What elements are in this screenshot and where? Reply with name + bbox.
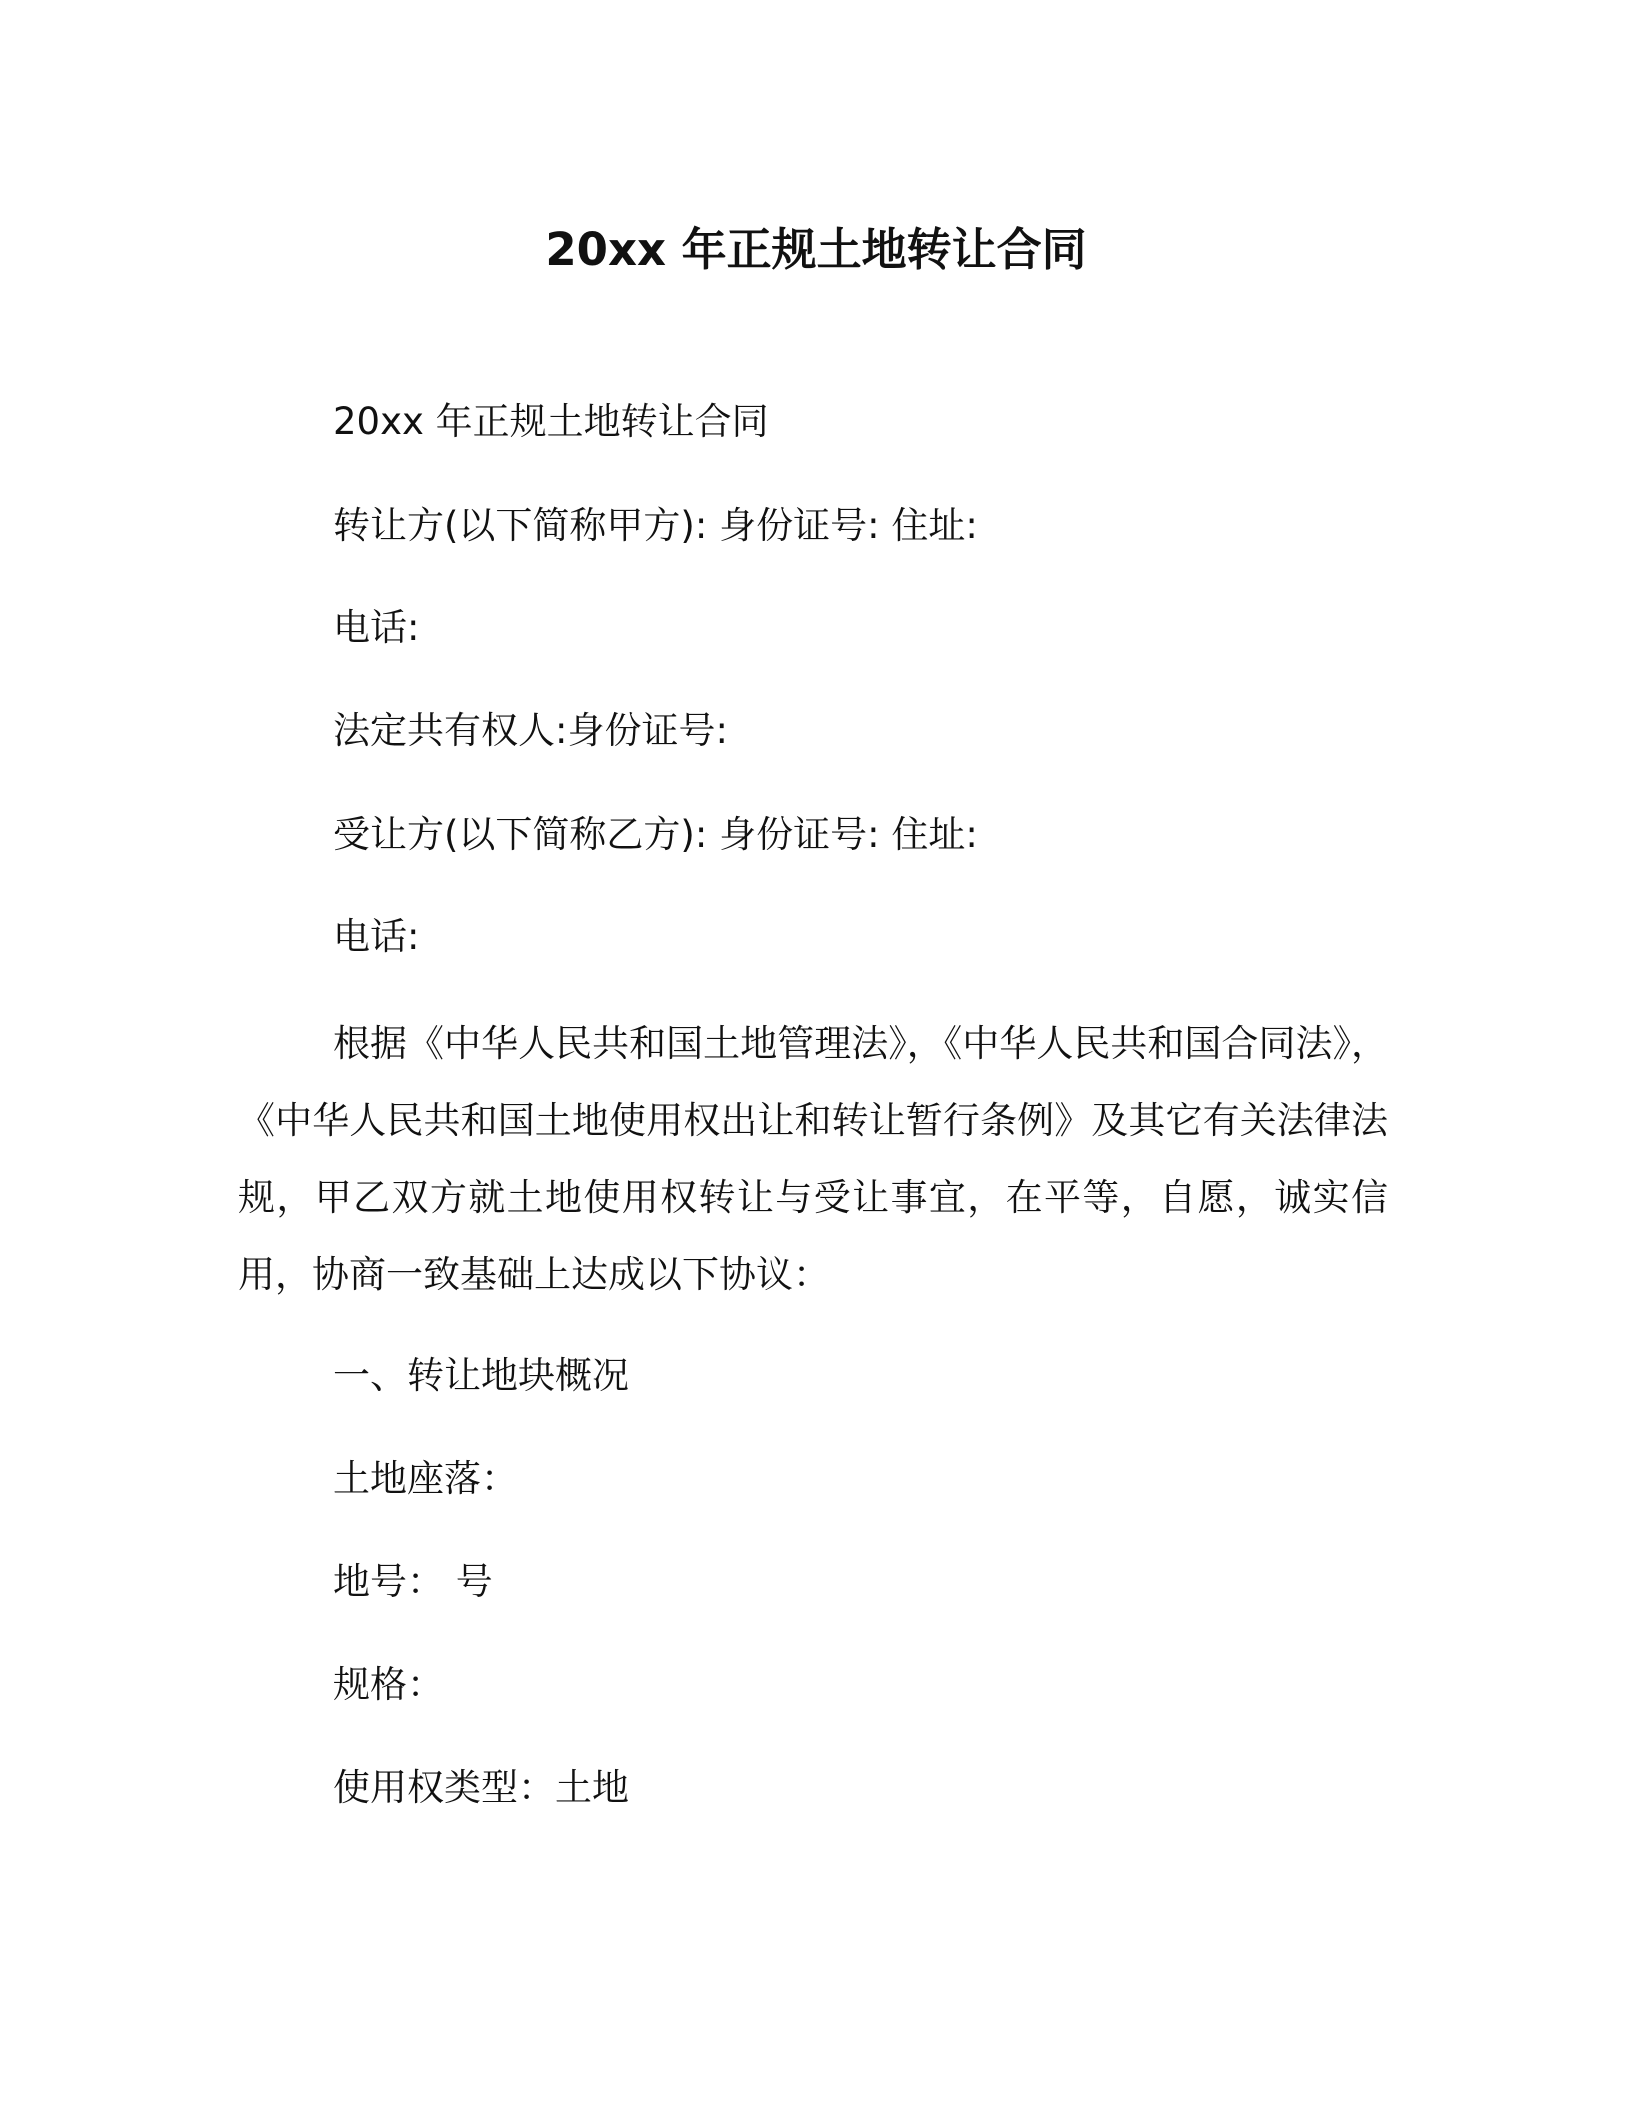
specification-field: 规格： <box>333 1663 444 1706</box>
document-title: 20xx 年正规土地转让合同 <box>545 223 1087 276</box>
preamble-paragraph: 根据《中华人民共和国土地管理法》，《中华人民共和国合同法》，《中华人民共和国土地使用权出让和转让暂行条例》及其它有关法律法规，甲乙双方就土地使用权转让与受让事宜，在平等，自愿，诚实信用，协商一致基础上达成以下协议： <box>238 1022 1388 1296</box>
land-location-field: 土地座落： <box>333 1457 518 1500</box>
usage-right-type-field: 使用权类型：土地 <box>333 1766 629 1809</box>
co-owner-line: 法定共有权人:身份证号: <box>333 709 728 752</box>
transferor-line: 转让方(以下简称甲方): 身份证号: 住址: <box>333 504 978 547</box>
section-heading: 一、转让地块概况 <box>333 1354 629 1397</box>
land-number-field: 地号： 号 <box>333 1560 493 1603</box>
transferor-phone-line: 电话: <box>333 606 420 649</box>
transferee-phone-line: 电话: <box>333 915 420 958</box>
contract-subtitle: 20xx 年正规土地转让合同 <box>333 400 769 443</box>
transferee-line: 受让方(以下简称乙方): 身份证号: 住址: <box>333 813 978 856</box>
